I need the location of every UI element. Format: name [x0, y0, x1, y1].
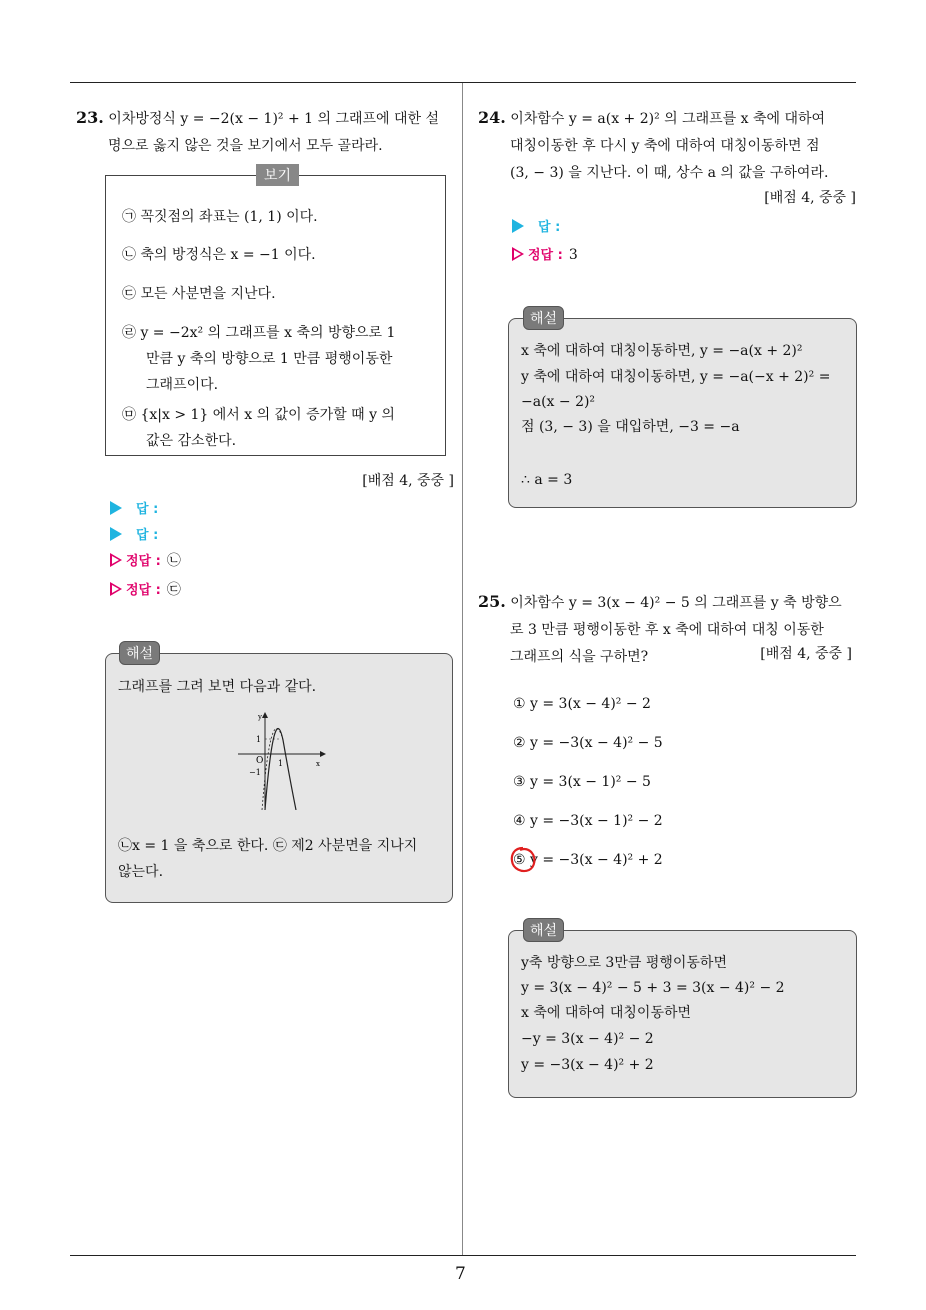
graph-label-y: y	[258, 713, 262, 721]
q23-question	[76, 104, 458, 160]
q24-question	[478, 104, 860, 187]
graph-parabola	[265, 729, 296, 810]
q23-answer-2: 정답 : ㉢	[110, 579, 181, 599]
q25-option-1[interactable]: ① y = 3(x − 4)² − 2	[513, 696, 651, 712]
graph-label-one-y: 1	[256, 735, 262, 744]
q24-solution-line1: x 축에 대하여 대칭이동하면, y = −a(x + 2)²	[521, 343, 803, 359]
play-icon	[110, 501, 122, 515]
play-icon	[110, 527, 122, 541]
q23-item-4c: 그래프이다.	[146, 377, 219, 393]
play-outline-icon	[110, 582, 122, 596]
q23-solution-graph	[234, 710, 326, 810]
q23-solution-line3: 않는다.	[118, 864, 164, 880]
q23-blank-1[interactable]: 답 :	[110, 498, 158, 517]
q24-solution-label: 해설	[523, 306, 564, 330]
graph-label-origin: O	[256, 756, 264, 766]
q23-item-4b: 만큼 y 축의 방향으로 1 만큼 평행이동한	[146, 351, 393, 367]
top-rule	[70, 82, 856, 83]
q23-bogi-label: 보기	[256, 164, 299, 186]
q23-answer-1: 정답 : ㉡	[110, 550, 181, 570]
q23-text-line2: 명으로 옳지 않은 것을 보기에서 모두 골라라.	[108, 138, 383, 154]
play-outline-icon	[512, 247, 524, 261]
q24-points: [배점 4, 중중 ]	[764, 190, 856, 206]
play-outline-icon	[110, 553, 122, 567]
q25-number: 25.	[478, 592, 506, 611]
play-icon	[512, 219, 524, 233]
q23-number: 23.	[76, 108, 104, 127]
graph-label-one-x: 1	[278, 759, 284, 768]
graph-x-arrow	[320, 751, 326, 757]
q25-text-line1: 이차함수 y = 3(x − 4)² − 5 의 그래프를 y 축 방향으	[510, 595, 842, 611]
q24-text-line3: (3, − 3) 을 지난다. 이 때, 상수 a 의 값을 구하여라.	[510, 165, 829, 181]
q23-item-2: ㉡ 축의 방정식은 x = −1 이다.	[122, 247, 316, 263]
q25-solution-line1: y축 방향으로 3만큼 평행이동하면	[521, 955, 727, 971]
q25-solution-line5: y = −3(x − 4)² + 2	[521, 1057, 654, 1073]
q23-item-3: ㉢ 모든 사분면을 지난다.	[122, 286, 276, 302]
q23-blank-2[interactable]: 답 :	[110, 524, 158, 543]
q25-text-line3: 그래프의 식을 구하면?	[510, 649, 649, 665]
q24-answer: 정답 : 3	[512, 244, 578, 263]
q24-text-line2: 대칭이동한 후 다시 y 축에 대하여 대칭이동하면 점	[510, 138, 820, 154]
graph-y-arrow	[262, 712, 268, 718]
graph-label-neg-one: −1	[249, 768, 261, 777]
q25-solution-line4: −y = 3(x − 4)² − 2	[521, 1031, 654, 1047]
q25-option-5[interactable]: ⑤ y = −3(x − 4)² + 2	[513, 852, 663, 868]
q23-item-5a: ㉤ {x|x > 1} 에서 x 의 값이 증가할 때 y 의	[122, 407, 395, 423]
q23-points: [배점 4, 중중 ]	[362, 473, 454, 489]
q23-item-4a: ㉣ y = −2x² 의 그래프를 x 축의 방향으로 1	[122, 325, 396, 341]
q24-solution-line3: −a(x − 2)²	[521, 394, 596, 410]
q23-solution-line1: 그래프를 그려 보면 다음과 같다.	[118, 679, 317, 695]
q24-text-line1: 이차함수 y = a(x + 2)² 의 그래프를 x 축에 대하여	[510, 111, 826, 127]
bottom-rule	[70, 1255, 856, 1256]
q24-solution-line6: ∴ a = 3	[521, 472, 573, 488]
q25-option-3[interactable]: ③ y = 3(x − 1)² − 5	[513, 774, 651, 790]
q23-solution-label: 해설	[119, 641, 160, 665]
q24-blank-1[interactable]: 답 :	[512, 216, 560, 235]
graph-label-x: x	[316, 760, 320, 768]
q25-option-4[interactable]: ④ y = −3(x − 1)² − 2	[513, 813, 663, 829]
q24-number: 24.	[478, 108, 506, 127]
q25-solution-line2: y = 3(x − 4)² − 5 + 3 = 3(x − 4)² − 2	[521, 980, 785, 996]
q23-item-5b: 값은 감소한다.	[146, 433, 237, 449]
q23-text-line1: 이차방정식 y = −2(x − 1)² + 1 의 그래프에 대한 설	[108, 111, 440, 127]
q24-solution-line2: y 축에 대하여 대칭이동하면, y = −a(−x + 2)² =	[521, 369, 831, 385]
q25-solution-label: 해설	[523, 918, 564, 942]
q23-solution-line2: ㉡x = 1 을 축으로 한다. ㉢ 제2 사분면을 지나지	[118, 838, 418, 854]
page-number: 7	[455, 1264, 466, 1284]
q24-solution-line4: 점 (3, − 3) 을 대입하면, −3 = −a	[521, 419, 740, 435]
q25-selected-circle-icon	[508, 845, 538, 875]
q25-points: [배점 4, 중중 ]	[760, 646, 852, 662]
q25-text-line2: 로 3 만큼 평행이동한 후 x 축에 대하여 대칭 이동한	[510, 622, 824, 638]
q25-option-2[interactable]: ② y = −3(x − 4)² − 5	[513, 735, 663, 751]
q23-item-1: ㉠ 꼭짓점의 좌표는 (1, 1) 이다.	[122, 209, 318, 225]
column-divider	[462, 83, 463, 1255]
q25-solution-line3: x 축에 대하여 대칭이동하면	[521, 1005, 692, 1021]
